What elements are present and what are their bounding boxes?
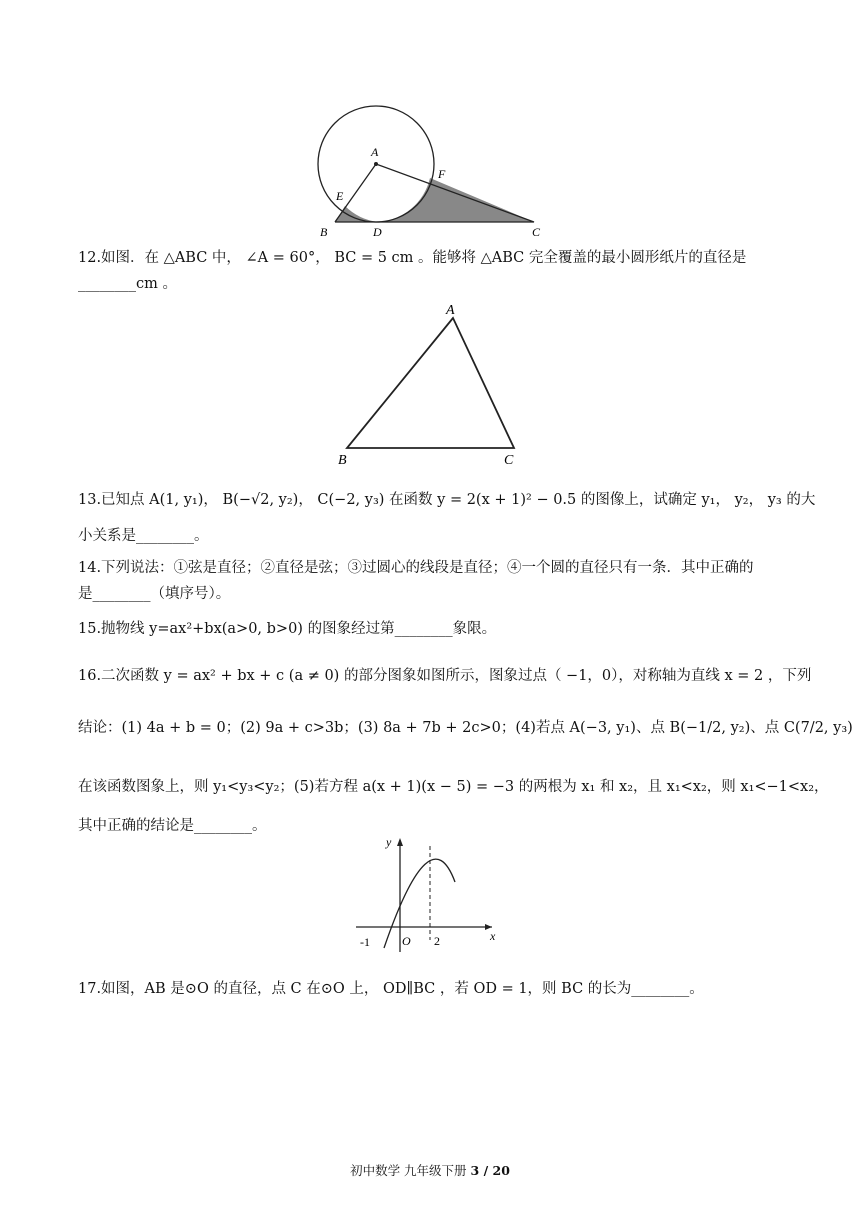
label-B: B bbox=[338, 453, 347, 468]
label-F: F bbox=[438, 167, 446, 181]
label-C: C bbox=[532, 225, 541, 239]
label-B: B bbox=[320, 225, 328, 239]
figure-parabola bbox=[352, 832, 512, 954]
label-E: E bbox=[336, 189, 344, 203]
q13-line1: 13.已知点 A(1, y₁)， B(−√2, y₂)， C(−2, y₃) 在函数 y = 2(x + 1)² − 0.5 的图像上，试确定 y₁， y₂， y₃ 的大 bbox=[78, 492, 816, 508]
q12-line2: ________cm 。 bbox=[78, 276, 177, 292]
page-total: 20 bbox=[492, 1163, 510, 1178]
label-2: 2 bbox=[434, 934, 440, 948]
label-C: C bbox=[504, 453, 514, 468]
label-neg1: -1 bbox=[360, 935, 370, 949]
label-A: A bbox=[446, 303, 455, 318]
q15: 15.抛物线 y=ax²+bx(a>0, b>0) 的图象经过第________象限。 bbox=[78, 621, 497, 637]
figure-triangle bbox=[330, 300, 530, 470]
figure-circle-triangle bbox=[300, 98, 560, 244]
parabola-curve bbox=[384, 859, 455, 948]
q16-line2: 结论：(1) 4a + b = 0；(2) 9a + c>3b；(3) 8a + 7b + 2c>0；(4)若点 A(−3, y₁)、点 B(−1/2, y₂)、点 C(7/2, y₃) bbox=[78, 720, 853, 736]
q14-line2: 是________（填序号）。 bbox=[78, 586, 231, 602]
label-D: D bbox=[373, 225, 382, 239]
page-number: 3 bbox=[470, 1163, 480, 1178]
q14-line1: 14.下列说法：①弦是直径；②直径是弦；③过圆心的线段是直径；④一个圆的直径只有一条．其中正确的 bbox=[78, 560, 754, 576]
q16-line3: 在该函数图象上，则 y₁<y₃<y₂；(5)若方程 a(x + 1)(x − 5) = −3 的两根为 x₁ 和 x₂，且 x₁<x₂，则 x₁<−1<x₂， bbox=[78, 779, 829, 795]
q13-line2: 小关系是________。 bbox=[78, 528, 209, 544]
label-x: x bbox=[490, 929, 496, 943]
page-footer: 初中数学 九年级下册 3 / 20 bbox=[350, 1163, 510, 1178]
shaded-region-right bbox=[378, 178, 534, 222]
triangle-abc bbox=[347, 318, 514, 448]
q17: 17.如图，AB 是⊙O 的直径，点 C 在⊙O 上， OD∥BC ，若 OD = 1，则 BC 的长为________。 bbox=[78, 981, 704, 997]
q16-line4: 其中正确的结论是________。 bbox=[78, 818, 267, 834]
q16-line1: 16.二次函数 y = ax² + bx + c (a ≠ 0) 的部分图象如图所示，图象过点（ −1，0），对称轴为直线 x = 2 ，下列 bbox=[78, 668, 812, 684]
label-A: A bbox=[371, 145, 379, 159]
q12-line1: 12.如图．在 △ABC 中， ∠A = 60°， BC = 5 cm 。能够将 △ABC 完全覆盖的最小圆形纸片的直径是 bbox=[78, 250, 747, 266]
label-y: y bbox=[386, 835, 392, 849]
label-O: O bbox=[402, 934, 411, 948]
